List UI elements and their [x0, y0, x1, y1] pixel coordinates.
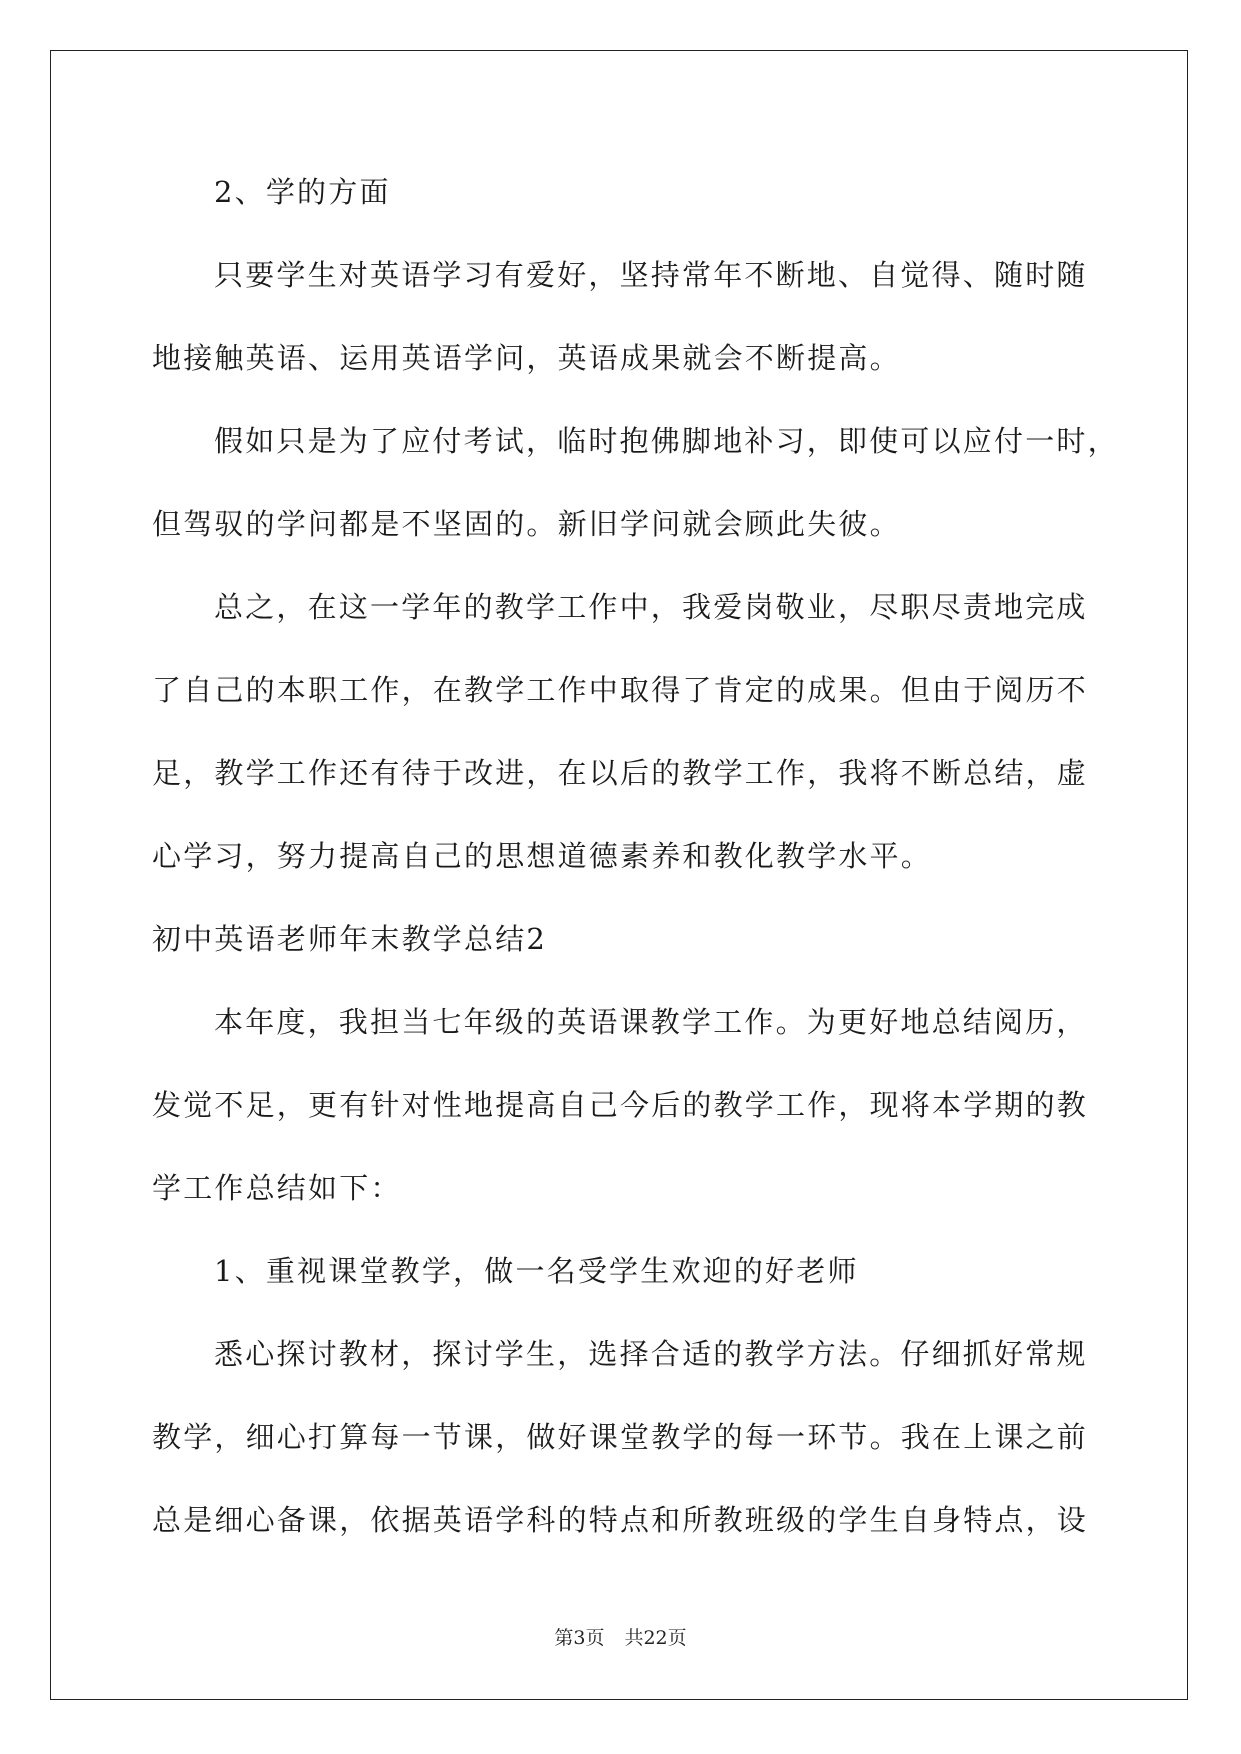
paragraph-line: 学工作总结如下：	[152, 1171, 402, 1205]
paragraph-line: 假如只是为了应付考试，临时抱佛脚地补习，即使可以应付一时，	[214, 424, 1119, 458]
paragraph-line: 教学，细心打算每一节课，做好课堂教学的每一环节。我在上课之前	[152, 1420, 1089, 1454]
paragraph-line: 总是细心备课，依据英语学科的特点和所教班级的学生自身特点，设	[152, 1503, 1089, 1537]
page-footer	[0, 1626, 1241, 1650]
document-title: 初中英语老师年末教学总结2	[152, 922, 548, 956]
paragraph-line: 总之，在这一学年的教学工作中，我爱岗敬业，尽职尽责地完成	[214, 590, 1088, 624]
section-heading: 2、学的方面	[214, 175, 391, 209]
paragraph-line: 发觉不足，更有针对性地提高自己今后的教学工作，现将本学期的教	[152, 1088, 1089, 1122]
paragraph-line: 心学习，努力提高自己的思想道德素养和教化教学水平。	[152, 839, 933, 873]
paragraph-line: 悉心探讨教材，探讨学生，选择合适的教学方法。仔细抓好常规	[214, 1337, 1088, 1371]
paragraph-line: 只要学生对英语学习有爱好，坚持常年不断地、自觉得、随时随	[214, 258, 1088, 292]
paragraph-line: 本年度，我担当七年级的英语课教学工作。为更好地总结阅历，	[214, 1005, 1088, 1039]
paragraph-line: 地接触英语、运用英语学问，英语成果就会不断提高。	[152, 341, 901, 375]
page-total: 共22页	[624, 1627, 687, 1649]
paragraph-line: 足，教学工作还有待于改进，在以后的教学工作，我将不断总结，虚	[152, 756, 1089, 790]
section-heading: 1、重视课堂教学，做一名受学生欢迎的好老师	[214, 1254, 859, 1288]
paragraph-line: 了自己的本职工作，在教学工作中取得了肯定的成果。但由于阅历不	[152, 673, 1089, 707]
paragraph-line: 但驾驭的学问都是不坚固的。新旧学问就会顾此失彼。	[152, 507, 901, 541]
page-number: 第3页	[554, 1627, 605, 1649]
